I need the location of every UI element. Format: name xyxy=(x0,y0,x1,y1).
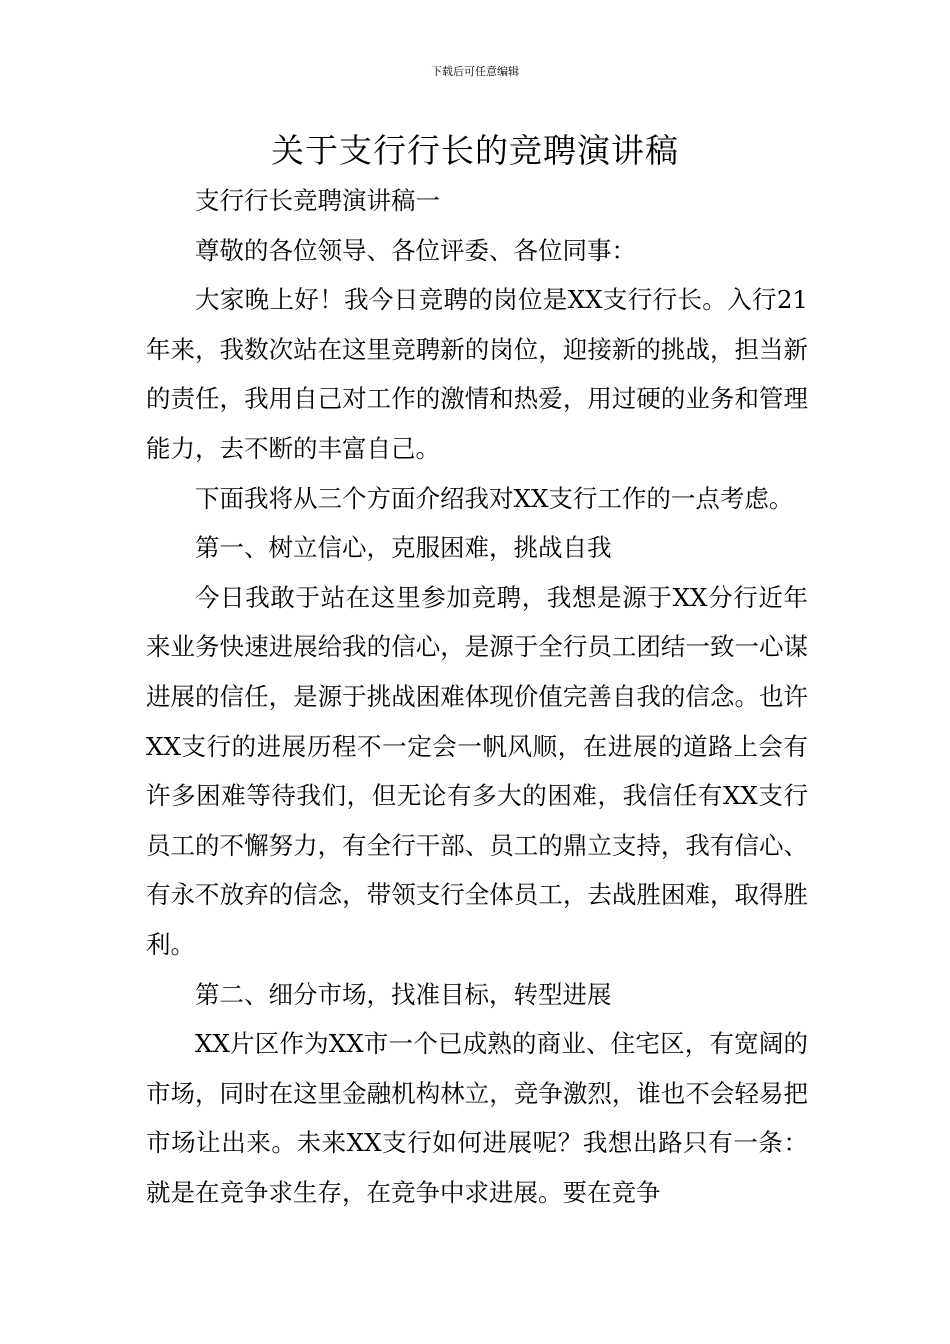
page-header-note: 下载后可任意编辑 xyxy=(431,65,519,78)
paragraph-section-2: XX片区作为XX市一个已成熟的商业、住宅区，有宽阔的市场，同时在这里金融机构林立，竞争激烈，谁也不会轻易把市场让出来。未来XX支行如何进展呢？我想出路只有一条：就是在竞争求生存，在竞争中求进展。要在竞争 xyxy=(146,1029,808,1207)
section-heading-1: 第一、树立信心，克服困难，挑战自我 xyxy=(195,533,612,563)
paragraph-section-1: 今日我敢于站在这里参加竞聘，我想是源于XX分行近年来业务快速进展给我的信心，是源于全行员工团结一致一心谋进展的信任，是源于挑战困难体现价值完善自我的信念。也许XX支行的进展历程不一定会一帆风顺，在进展的道路上会有许多困难等待我们，但无论有多大的困难，我信任有XX支行员工的不懈努力，有全行干部、员工的鼎立支持，我有信心、有永不放弃的信念，带领支行全体员工，去战胜困难，取得胜利。 xyxy=(146,582,808,959)
document-title: 关于支行行长的竞聘演讲稿 xyxy=(271,131,679,170)
section-heading-2: 第二、细分市场，找准目标，转型进展 xyxy=(195,979,612,1009)
paragraph-intro: 大家晚上好！我今日竞聘的岗位是XX支行行长。入行21年来，我数次站在这里竞聘新的岗位，迎接新的挑战，担当新的责任，我用自己对工作的激情和热爱，用过硬的业务和管理能力，去不断的丰富自己。 xyxy=(146,285,808,463)
paragraph-subtitle: 支行行长竞聘演讲稿一 xyxy=(195,186,440,215)
paragraph-overview: 下面我将从三个方面介绍我对XX支行工作的一点考虑。 xyxy=(195,483,794,513)
document-body xyxy=(146,176,808,1217)
paragraph-salutation: 尊敬的各位领导、各位评委、各位同事： xyxy=(195,235,636,265)
